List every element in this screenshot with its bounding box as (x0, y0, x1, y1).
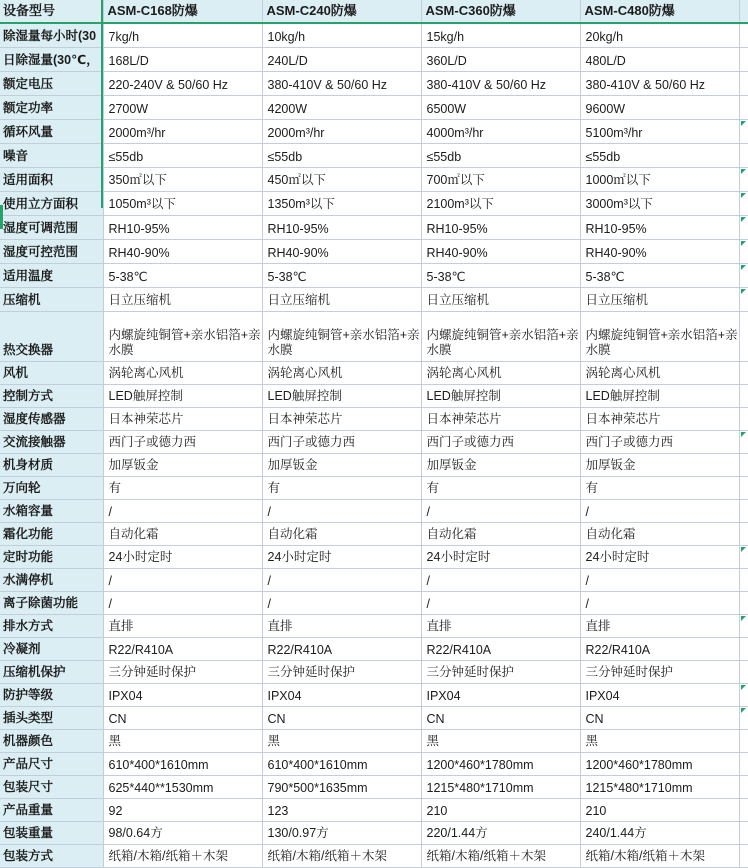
table-row (0, 48, 748, 72)
cropped-cell (739, 23, 748, 48)
row-label[interactable]: 包装重量 (0, 822, 103, 845)
spec-cell[interactable]: LED触屏控制 (262, 385, 421, 408)
error-indicator-icon (741, 616, 746, 621)
spec-cell[interactable]: 纸箱/木箱/纸箱＋木架 (103, 845, 262, 868)
row-left-green-border (0, 205, 3, 229)
header-model-cell[interactable]: ASM-C240防爆 (262, 0, 421, 23)
spec-cell[interactable]: R22/R410A (580, 638, 739, 661)
cropped-cell (739, 730, 748, 753)
table-row (0, 799, 748, 822)
cropped-cell (739, 216, 748, 240)
spec-cell[interactable]: 350㎡以下 (103, 168, 262, 192)
spec-cell[interactable]: IPX04 (103, 684, 262, 707)
table-row (0, 707, 748, 730)
table-row (0, 72, 748, 96)
cropped-cell (739, 638, 748, 661)
spec-cell[interactable]: 日本神荣芯片 (580, 408, 739, 431)
table-row (0, 615, 748, 638)
spec-cell[interactable]: CN (421, 707, 580, 730)
spec-cell[interactable]: 黑 (103, 730, 262, 753)
spec-cell[interactable]: 加厚钣金 (580, 454, 739, 477)
row-label[interactable]: 适用温度 (0, 264, 103, 288)
cropped-cell (739, 312, 748, 362)
error-indicator-icon (741, 265, 746, 270)
spec-cell[interactable]: R22/R410A (262, 638, 421, 661)
spec-cell[interactable]: 625*440**1530mm (103, 776, 262, 799)
error-indicator-icon (741, 685, 746, 690)
row-label[interactable]: 湿度传感器 (0, 408, 103, 431)
spec-cell[interactable]: 1050m³以下 (103, 192, 262, 216)
cropped-cell (739, 684, 748, 707)
row-label[interactable]: 包装方式 (0, 845, 103, 868)
spec-cell[interactable]: 123 (262, 799, 421, 822)
table-row (0, 822, 748, 845)
error-indicator-icon (741, 121, 746, 126)
spec-cell[interactable]: 涡轮离心风机 (262, 362, 421, 385)
table-row (0, 192, 748, 216)
spec-cell[interactable]: 纸箱/木箱/纸箱＋木架 (580, 845, 739, 868)
spec-cell[interactable]: 1350m³以下 (262, 192, 421, 216)
cropped-cell (739, 144, 748, 168)
cropped-cell (739, 776, 748, 799)
spec-cell[interactable]: IPX04 (421, 684, 580, 707)
spec-cell[interactable]: 涡轮离心风机 (103, 362, 262, 385)
spec-cell[interactable]: / (580, 569, 739, 592)
spec-cell[interactable]: 2000m³/hr (262, 120, 421, 144)
table-row (0, 96, 748, 120)
spec-cell[interactable]: RH40-90% (103, 240, 262, 264)
table-row (0, 264, 748, 288)
spec-cell[interactable]: 220-240V & 50/60 Hz (103, 72, 262, 96)
table-row (0, 592, 748, 615)
spec-cell[interactable]: CN (262, 707, 421, 730)
spec-cell[interactable]: ≤55db (421, 144, 580, 168)
spec-cell[interactable]: 内螺旋纯铜管+亲水铝箔+亲水膜 (103, 312, 262, 362)
spec-cell[interactable]: 210 (580, 799, 739, 822)
error-indicator-icon (741, 169, 746, 174)
table-row (0, 661, 748, 684)
cropped-cell (739, 192, 748, 216)
spec-cell[interactable]: 15kg/h (421, 23, 580, 48)
row-label[interactable]: 使用立方面积 (0, 192, 103, 216)
spec-cell[interactable]: 5100m³/hr (580, 120, 739, 144)
table-row (0, 385, 748, 408)
spec-cell[interactable]: 9600W (580, 96, 739, 120)
error-indicator-icon (741, 547, 746, 552)
table-row (0, 362, 748, 385)
table-row (0, 500, 748, 523)
spec-cell[interactable]: 日立压缩机 (421, 288, 580, 312)
cropped-cell (739, 240, 748, 264)
spec-cell[interactable]: / (421, 592, 580, 615)
spec-cell[interactable]: 有 (262, 477, 421, 500)
spec-cell[interactable]: RH40-90% (421, 240, 580, 264)
cropped-cell (739, 477, 748, 500)
cropped-cell (739, 72, 748, 96)
cropped-cell (739, 822, 748, 845)
row-label[interactable]: 日除湿量(30℃， (0, 48, 103, 72)
spec-cell[interactable]: 黑 (421, 730, 580, 753)
spec-cell[interactable]: 168L/D (103, 48, 262, 72)
row-label[interactable]: 水满停机 (0, 569, 103, 592)
row-label[interactable]: 排水方式 (0, 615, 103, 638)
row-label[interactable]: 机器颜色 (0, 730, 103, 753)
spec-cell[interactable]: 西门子或德力西 (580, 431, 739, 454)
spec-cell[interactable]: 5-38℃ (580, 264, 739, 288)
row-label[interactable]: 交流接触器 (0, 431, 103, 454)
spec-cell[interactable]: 1215*480*1710mm (580, 776, 739, 799)
spec-cell[interactable]: 黑 (262, 730, 421, 753)
cropped-cell (739, 845, 748, 868)
spec-cell[interactable]: 西门子或德力西 (262, 431, 421, 454)
spec-cell[interactable]: 3000m³以下 (580, 192, 739, 216)
table-row (0, 845, 748, 868)
row-label[interactable]: 产品重量 (0, 799, 103, 822)
spec-cell[interactable]: 直排 (580, 615, 739, 638)
cropped-cell (739, 615, 748, 638)
header-model-cell[interactable]: ASM-C168防爆 (103, 0, 262, 23)
table-row (0, 776, 748, 799)
spec-cell[interactable]: 4000m³/hr (421, 120, 580, 144)
spec-cell[interactable]: 2700W (103, 96, 262, 120)
table-row (0, 569, 748, 592)
error-indicator-icon (741, 708, 746, 713)
spec-cell[interactable]: 有 (103, 477, 262, 500)
row-label[interactable]: 额定电压 (0, 72, 103, 96)
row-label[interactable]: 防护等级 (0, 684, 103, 707)
table-row (0, 144, 748, 168)
spec-cell[interactable]: 2100m³以下 (421, 192, 580, 216)
spec-cell[interactable]: / (262, 569, 421, 592)
header-model-cell[interactable]: ASM-C480防爆 (580, 0, 739, 23)
spec-cell[interactable]: / (580, 592, 739, 615)
spec-cell[interactable]: 10kg/h (262, 23, 421, 48)
spec-cell[interactable]: 1215*480*1710mm (421, 776, 580, 799)
spec-cell[interactable]: ≤55db (580, 144, 739, 168)
spec-cell[interactable]: 三分钟延时保护 (580, 661, 739, 684)
spec-cell[interactable]: / (421, 569, 580, 592)
cropped-cell (739, 120, 748, 144)
cropped-cell (739, 48, 748, 72)
spec-cell[interactable]: 1200*460*1780mm (580, 753, 739, 776)
spec-cell[interactable]: 130/0.97方 (262, 822, 421, 845)
row-label[interactable]: 控制方式 (0, 385, 103, 408)
table-row (0, 168, 748, 192)
spec-cell[interactable]: RH40-90% (262, 240, 421, 264)
spec-cell[interactable]: 内螺旋纯铜管+亲水铝箔+亲水膜 (580, 312, 739, 362)
cropped-cell (739, 362, 748, 385)
spec-cell[interactable]: 5-38℃ (421, 264, 580, 288)
cropped-cell (739, 96, 748, 120)
cropped-cell (739, 592, 748, 615)
header-row (0, 0, 748, 23)
table-row (0, 23, 748, 48)
table-row (0, 454, 748, 477)
spec-cell[interactable]: 450㎡以下 (262, 168, 421, 192)
spec-cell[interactable]: 700㎡以下 (421, 168, 580, 192)
spec-cell[interactable]: R22/R410A (103, 638, 262, 661)
table-row (0, 312, 748, 362)
table-row (0, 431, 748, 454)
spec-cell[interactable]: R22/R410A (421, 638, 580, 661)
error-indicator-icon (741, 217, 746, 222)
error-indicator-icon (741, 432, 746, 437)
spec-cell[interactable]: 三分钟延时保护 (262, 661, 421, 684)
spec-cell[interactable]: ≤55db (262, 144, 421, 168)
cropped-cell (739, 288, 748, 312)
spec-cell[interactable]: 20kg/h (580, 23, 739, 48)
row-label[interactable]: 万向轮 (0, 477, 103, 500)
cropped-cell (739, 264, 748, 288)
spec-cell[interactable]: 380-410V & 50/60 Hz (421, 72, 580, 96)
table-row (0, 523, 748, 546)
cropped-cell (739, 500, 748, 523)
spec-cell[interactable]: 日本神荣芯片 (421, 408, 580, 431)
spec-cell[interactable]: 三分钟延时保护 (421, 661, 580, 684)
row-label[interactable]: 定时功能 (0, 546, 103, 569)
spec-cell[interactable]: 24小时定时 (262, 546, 421, 569)
spec-cell[interactable]: 4200W (262, 96, 421, 120)
cropped-cell (739, 454, 748, 477)
spec-cell[interactable]: RH10-95% (262, 216, 421, 240)
row-label[interactable]: 热交换器 (0, 312, 103, 362)
row-label[interactable]: 霜化功能 (0, 523, 103, 546)
error-indicator-icon (741, 193, 746, 198)
spec-cell[interactable]: 7kg/h (103, 23, 262, 48)
spec-cell[interactable]: 98/0.64方 (103, 822, 262, 845)
spec-cell[interactable]: 日立压缩机 (580, 288, 739, 312)
spec-cell[interactable]: / (262, 500, 421, 523)
spec-cell[interactable]: 涡轮离心风机 (421, 362, 580, 385)
row-label[interactable]: 水箱容量 (0, 500, 103, 523)
row-label[interactable]: 插头类型 (0, 707, 103, 730)
spec-cell[interactable]: RH10-95% (421, 216, 580, 240)
spec-cell[interactable]: 24小时定时 (580, 546, 739, 569)
spec-cell[interactable]: 日本神荣芯片 (262, 408, 421, 431)
spec-cell[interactable]: / (580, 500, 739, 523)
cropped-cell (739, 168, 748, 192)
spec-cell[interactable]: RH40-90% (580, 240, 739, 264)
cropped-cell (739, 569, 748, 592)
spec-cell[interactable]: 610*400*1610mm (262, 753, 421, 776)
spec-cell[interactable]: 日本神荣芯片 (103, 408, 262, 431)
spec-cell[interactable]: 三分钟延时保护 (103, 661, 262, 684)
spec-cell[interactable]: LED触屏控制 (421, 385, 580, 408)
spec-cell[interactable]: ≤55db (103, 144, 262, 168)
spec-cell[interactable]: 有 (580, 477, 739, 500)
spec-cell[interactable]: 24小时定时 (421, 546, 580, 569)
error-indicator-icon (741, 241, 746, 246)
spec-cell[interactable]: 5-38℃ (262, 264, 421, 288)
row-label[interactable]: 压缩机保护 (0, 661, 103, 684)
cropped-cell (739, 385, 748, 408)
spec-cell[interactable]: 内螺旋纯铜管+亲水铝箔+亲水膜 (262, 312, 421, 362)
cropped-cell (739, 523, 748, 546)
spec-cell[interactable]: 西门子或德力西 (421, 431, 580, 454)
spec-cell[interactable]: LED触屏控制 (103, 385, 262, 408)
cropped-cell (739, 799, 748, 822)
spec-cell[interactable]: LED触屏控制 (580, 385, 739, 408)
spec-cell[interactable]: 直排 (262, 615, 421, 638)
header-label-cell[interactable]: 设备型号 (0, 0, 103, 23)
table-row (0, 753, 748, 776)
table-row (0, 120, 748, 144)
spec-cell[interactable]: 日立压缩机 (103, 288, 262, 312)
spec-cell[interactable]: RH10-95% (103, 216, 262, 240)
spec-cell[interactable]: / (421, 500, 580, 523)
spec-cell[interactable]: 6500W (421, 96, 580, 120)
row-label[interactable]: 压缩机 (0, 288, 103, 312)
spec-cell[interactable]: 加厚钣金 (421, 454, 580, 477)
row-label[interactable]: 适用面积 (0, 168, 103, 192)
spec-cell[interactable]: 直排 (421, 615, 580, 638)
spec-cell[interactable]: / (103, 569, 262, 592)
spec-cell[interactable]: 480L/D (580, 48, 739, 72)
cropped-cell (739, 408, 748, 431)
row-label[interactable]: 包装尺寸 (0, 776, 103, 799)
spec-cell[interactable]: CN (103, 707, 262, 730)
spec-cell[interactable]: 220/1.44方 (421, 822, 580, 845)
spec-cell[interactable]: 24小时定时 (103, 546, 262, 569)
row-label[interactable]: 离子除菌功能 (0, 592, 103, 615)
spec-cell[interactable]: 790*500*1635mm (262, 776, 421, 799)
row-label[interactable]: 产品尺寸 (0, 753, 103, 776)
cropped-cell (739, 753, 748, 776)
table-row (0, 408, 748, 431)
row-label[interactable]: 冷凝剂 (0, 638, 103, 661)
cropped-cell (739, 0, 748, 23)
spec-cell[interactable]: 西门子或德力西 (103, 431, 262, 454)
spec-cell[interactable]: 1000㎡以下 (580, 168, 739, 192)
cropped-cell (739, 707, 748, 730)
spec-cell[interactable]: 380-410V & 50/60 Hz (262, 72, 421, 96)
spec-cell[interactable]: 自动化霜 (421, 523, 580, 546)
label-column-green-border (101, 0, 103, 208)
spec-cell[interactable]: 自动化霜 (103, 523, 262, 546)
spec-cell[interactable]: 涡轮离心风机 (580, 362, 739, 385)
table-row (0, 288, 748, 312)
table-row (0, 730, 748, 753)
spec-cell[interactable]: CN (580, 707, 739, 730)
spec-cell[interactable]: 纸箱/木箱/纸箱＋木架 (421, 845, 580, 868)
spec-cell[interactable]: 610*400*1610mm (103, 753, 262, 776)
spec-cell[interactable]: 240/1.44方 (580, 822, 739, 845)
spec-cell[interactable]: 92 (103, 799, 262, 822)
spec-cell[interactable]: 5-38℃ (103, 264, 262, 288)
spec-cell[interactable]: 1200*460*1780mm (421, 753, 580, 776)
cropped-cell (739, 546, 748, 569)
error-indicator-icon (741, 289, 746, 294)
spec-cell[interactable]: / (103, 500, 262, 523)
spec-cell[interactable]: 210 (421, 799, 580, 822)
spec-cell[interactable]: 加厚钣金 (262, 454, 421, 477)
spec-cell[interactable]: 有 (421, 477, 580, 500)
table-row (0, 638, 748, 661)
row-label[interactable]: 机身材质 (0, 454, 103, 477)
spec-cell[interactable]: / (103, 592, 262, 615)
spec-cell[interactable]: 纸箱/木箱/纸箱＋木架 (262, 845, 421, 868)
spec-cell[interactable]: 380-410V & 50/60 Hz (580, 72, 739, 96)
row-label[interactable]: 除湿量每小时(30 (0, 23, 103, 48)
row-label[interactable]: 风机 (0, 362, 103, 385)
spec-cell[interactable]: / (262, 592, 421, 615)
spec-cell[interactable]: 360L/D (421, 48, 580, 72)
spec-cell[interactable]: RH10-95% (580, 216, 739, 240)
table-row (0, 684, 748, 707)
spec-cell[interactable]: 240L/D (262, 48, 421, 72)
spec-cell[interactable]: 内螺旋纯铜管+亲水铝箔+亲水膜 (421, 312, 580, 362)
header-model-cell[interactable]: ASM-C360防爆 (421, 0, 580, 23)
row-label[interactable]: 湿度可调范围 (0, 216, 103, 240)
cropped-cell (739, 661, 748, 684)
row-label[interactable]: 循环风量 (0, 120, 103, 144)
row-label[interactable]: 额定功率 (0, 96, 103, 120)
spec-cell[interactable]: 加厚钣金 (103, 454, 262, 477)
row-label[interactable]: 噪音 (0, 144, 103, 168)
spec-cell[interactable]: 直排 (103, 615, 262, 638)
spec-cell[interactable]: 自动化霜 (262, 523, 421, 546)
spec-cell[interactable]: IPX04 (262, 684, 421, 707)
spec-cell[interactable]: 自动化霜 (580, 523, 739, 546)
spec-cell[interactable]: 日立压缩机 (262, 288, 421, 312)
table-row (0, 240, 748, 264)
spec-cell[interactable]: 黑 (580, 730, 739, 753)
cropped-cell (739, 431, 748, 454)
table-row (0, 477, 748, 500)
table-row (0, 216, 748, 240)
spec-cell[interactable]: 2000m³/hr (103, 120, 262, 144)
row-label[interactable]: 湿度可控范围 (0, 240, 103, 264)
spec-cell[interactable]: IPX04 (580, 684, 739, 707)
table-row (0, 546, 748, 569)
